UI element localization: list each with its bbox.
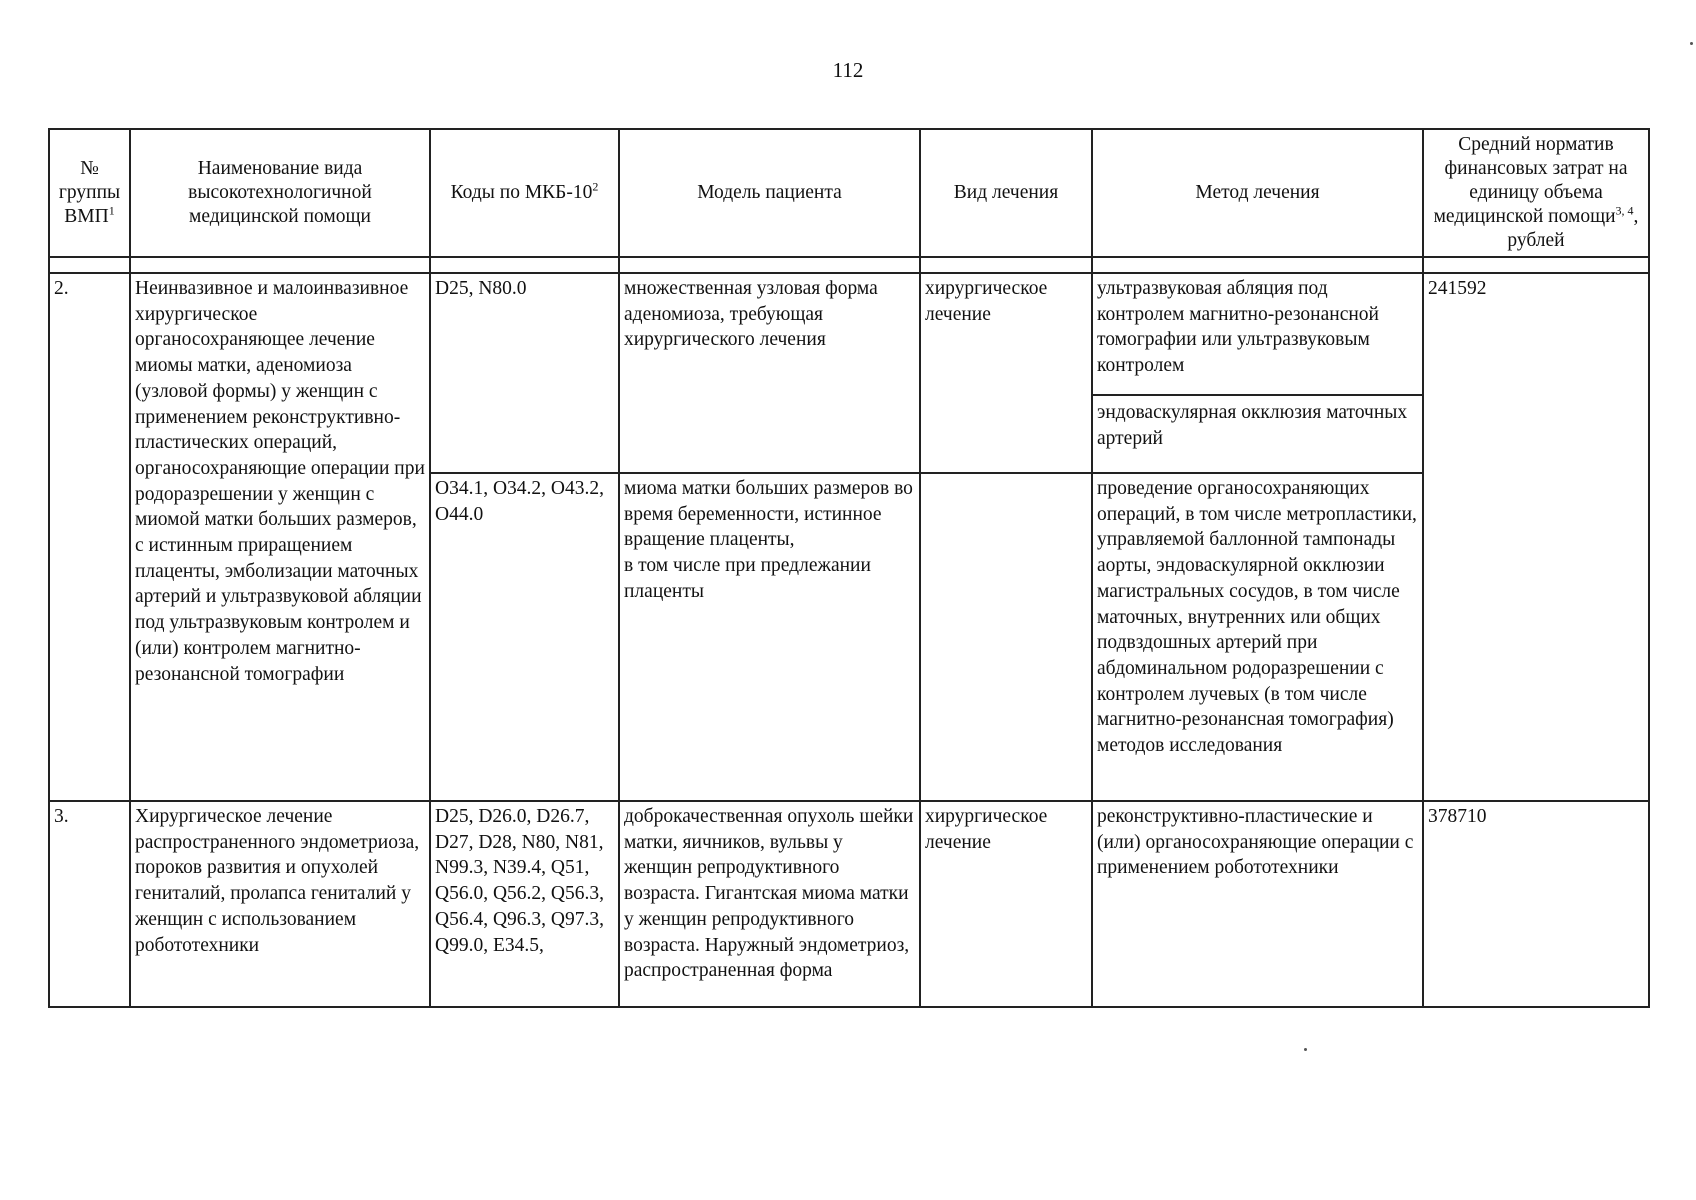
patient-model: доброкачественная опухоль шейки матки, яичников, вульвы у женщин репродуктивного возраста. Гигантская миома матки у женщин репродуктивного возраста. Наружный эндометриоз, распространенная форма [619,801,920,1007]
patient-model-line: в том числе при предлежании плаценты [624,555,871,602]
table-row [49,801,1649,1007]
treatment-type [920,473,1092,801]
icd-codes: D25, N80.0 [430,273,619,473]
patient-model: множественная узловая форма аденомиоза, требующая хирургического лечения [619,273,920,473]
care-name: Хирургическое лечение распространенного эндометриоза, пороков развития и опухолей гениталий, пролапса гениталий у женщин с использованием робототехники [130,801,430,1007]
header-icd-codes: Коды по МКБ-$10^2$ [430,129,619,257]
treatment-type: хирургическое лечение [920,801,1092,1007]
header-group-number: № группы ВМП$^1$ [49,129,130,257]
cost-value: 241592 [1423,273,1649,801]
header-treatment-type: Вид лечения [920,129,1092,257]
spacer-row [49,257,1649,273]
table-header-row [49,129,1649,257]
treatment-method: эндоваскулярная окклюзия маточных артерий [1097,402,1408,449]
treatment-method: ультразвуковая абляция под контролем магнитно-резонансной томографии или ультразвуковым контролем [1093,274,1422,396]
page-number: 112 [832,58,864,82]
group-number: 3. [49,801,130,1007]
header-cost-norm: Средний норматив финансовых затрат на единицу объема медицинской помощи$^{3, 4}$, рублей [1423,129,1649,257]
treatment-method-cell [1092,273,1423,473]
header-treatment-method: Метод лечения [1092,129,1423,257]
scan-speck [1690,42,1693,45]
treatment-method: проведение органосохраняющих операций, в том числе метропластики, управляемой баллонной тампонады аорты, эндоваскулярной окклюзии магистральных сосудов, в том числе маточных, внутренних или общих подвздошных артерий при абдоминальном родоразрешении с контролем лучевых (в том числе магнитно-резонансная томография) методов исследования [1092,473,1423,801]
header-patient-model: Модель пациента [619,129,920,257]
icd-codes: D25, D26.0, D26.7, D27, D28, N80, N81, N99.3, N39.4, Q51, Q56.0, Q56.2, Q56.3, Q56.4, Q96.3, Q97.3, Q99.0, E34.5, [430,801,619,1007]
group-number: 2. [49,273,130,801]
vmp-table [48,128,1650,1008]
treatment-method: реконструктивно-пластические и (или) органосохраняющие операции с применением робототехники [1092,801,1423,1007]
icd-codes: O34.1, O34.2, O43.2, O44.0 [430,473,619,801]
patient-model [619,473,920,801]
patient-model-line: миома матки больших размеров во время беременности, истинное вращение плаценты, [624,478,913,551]
table-row [49,273,1649,473]
care-name: Неинвазивное и малоинвазивное хирургическое органосохраняющее лечение миомы матки, аденомиоза (узловой формы) у женщин с применением реконструктивно-пластических операций, органосохраняющие операции при родоразрешении у женщин с миомой матки больших размеров, с истинным приращением плаценты, эмболизации маточных артерий и ультразвуковой абляции под ультразвуковым контролем и (или) контролем магнитно-резонансной томографии [130,273,430,801]
cost-value: 378710 [1423,801,1649,1007]
treatment-type: хирургическое лечение [920,273,1092,473]
scan-speck [1304,1048,1307,1051]
header-care-name: Наименование вида высокотехнологичной медицинской помощи [130,129,430,257]
